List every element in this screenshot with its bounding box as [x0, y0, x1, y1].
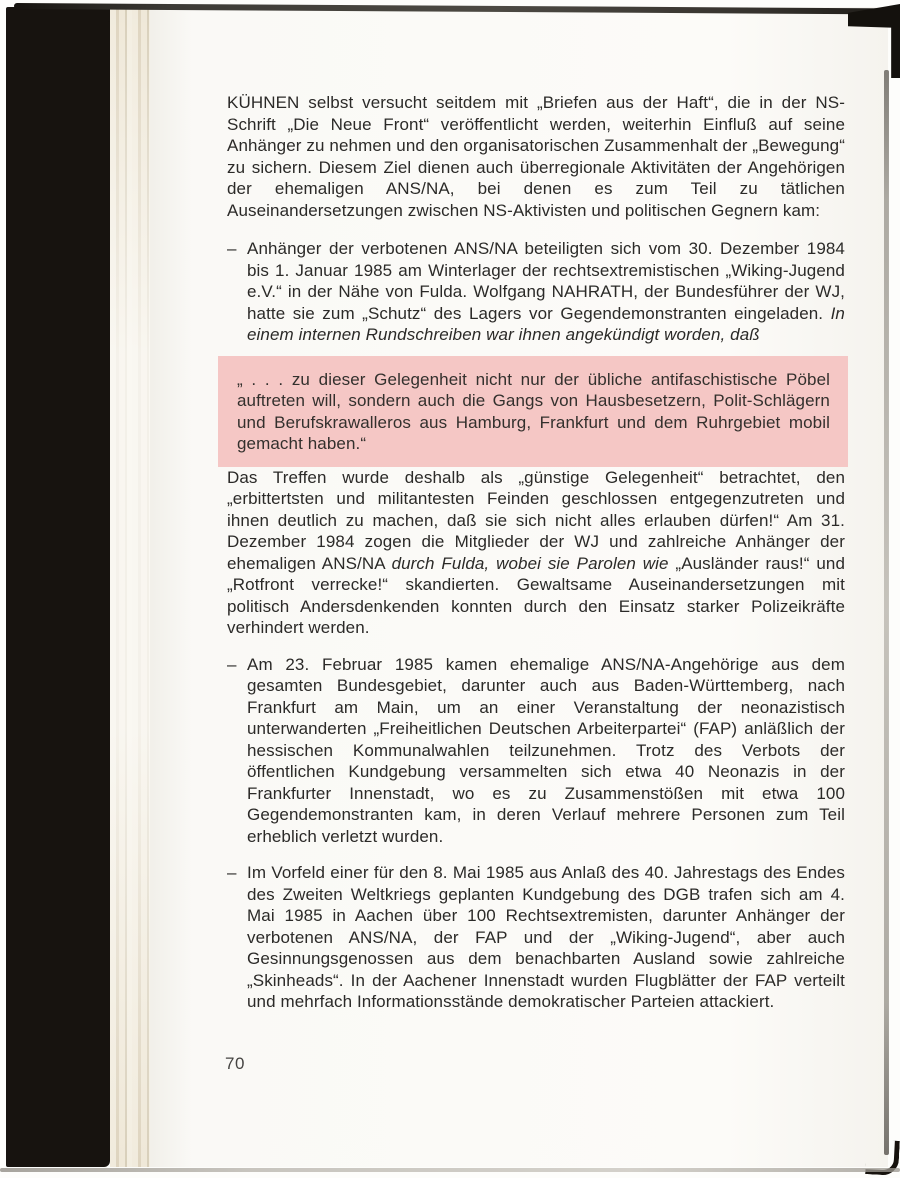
bullet-item-aachen: [227, 862, 845, 1013]
bullet-item-winterlager: [227, 238, 845, 346]
bullet-text: [247, 238, 845, 346]
page-stack-edge: [110, 7, 150, 1167]
book-binding-bar: [6, 7, 110, 1167]
page-number: 70: [225, 1054, 245, 1073]
paragraph-kuehnen: KÜHNEN selbst versucht seitdem mit „Briefen aus der Haft“, die in der NS-Schrift „Die Neue Front“ veröffentlicht werden, weiterhin Einfluß auf seine Anhänger zu nehmen und den organisatorischen Zusammenhalt der „Bewegung“ zu sichern. Diesem Ziel dienen auch überregionale Aktivitäten der Angehörigen der ehemaligen ANS/NA, bei denen es zum Teil zu tätlichen Auseinandersetzungen zwischen NS-Aktivisten und politischen Gegnern kam:: [227, 93, 845, 220]
bullet-text: Im Vorfeld einer für den 8. Mai 1985 aus Anlaß des 40. Jahrestags des Endes des Zweiten Weltkriegs geplanten Kundgebung des DGB trafen sich am 4. Mai 1985 in Aachen über 100 Rechtsextremisten, darunter Anhänger der verbotenen ANS/NA, der FAP und der „Wiking-Jugend“, aber auch Gesinnungsgenossen aus dem benachbarten Ausland sowie zahlreiche „Skinheads“. In der Aachener Innenstadt wurden Flugblätter der FAP verteilt und mehrfach Informationsstände demokratischer Parteien attackiert.: [247, 863, 845, 1011]
bullet-item-frankfurt: [227, 654, 845, 848]
paragraph-treffen: [227, 467, 845, 639]
paragraph-segment: Das Treffen wurde deshalb als „günstige Gelegenheit“ betrachtet, den „erbittertsten und militantesten Feinden geschlossen entgegenzutreten und ihnen deutlich zu machen, daß sie sich nicht alles erlauben dürfen!“ Am 31. Dezember 1984 zogen die Mitglieder der WJ und zahlreiche Anhänger der ehemaligen ANS/NA: [227, 467, 845, 573]
italic-segment: In einem internen Rundschreiben war ihnen angekündigt worden, daß: [247, 303, 845, 344]
quote-highlight-block: „ . . . zu dieser Gelegenheit nicht nur der übliche antifaschistische Pöbel auftreten will, sondern auch die Gangs von Hausbesetzern, Polit-Schlägern und Berufskrawalleros aus Hamburg, Frankfurt und dem Ruhrgebiet mobil gemacht haben.“: [218, 356, 848, 467]
text-column: [227, 92, 845, 1013]
paragraph-segment: Anhänger der verbotenen ANS/NA beteiligten sich vom 30. Dezember 1984 bis 1. Januar 1985 am Winterlager der rechtsextremistischen „Wiking-Jugend e.V.“ in der Nähe von Fulda. Wolfgang NAHRATH, der Bundesführer der WJ, hatte sie zum „Schutz“ des Lagers vor Gegendemonstranten eingeladen.: [247, 239, 845, 323]
bullet-dash-marker: –: [227, 654, 237, 674]
bullet-text: Am 23. Februar 1985 kamen ehemalige ANS/NA-Angehörige aus dem gesamten Bundesgebiet, darunter auch aus Baden-Württemberg, nach Frankfurt am Main, um an einer Veranstaltung der neonazistisch unterwanderten „Freiheitlichen Deutschen Arbeiterpartei“ (FAP) anläßlich der hessischen Kommunalwahlen teilzunehmen. Trotz des Verbots der öffentlichen Kundgebung versammelten sich etwa 40 Neonazis in der Frankfurter Innenstadt, wo es zu Zusammenstößen mit etwa 100 Gegendemonstranten kam, in deren Verlauf mehrere Personen zum Teil erheblich verletzt wurden.: [247, 654, 845, 846]
italic-segment: durch Fulda, wobei sie Parolen wie: [391, 553, 669, 573]
bullet-dash-marker: –: [227, 863, 237, 882]
scan-bottom-edge-line: [0, 1168, 900, 1172]
paragraph-segment: „Ausländer raus!“ und „Rotfront verrecke!“ skandierten. Gewaltsame Auseinandersetzungen mit politisch Andersdenkenden konnten durch den Einsatz starker Polizeikräfte verhindert werden.: [227, 553, 846, 637]
bullet-dash-marker: –: [227, 239, 237, 258]
page-right-edge-line: [884, 70, 889, 1155]
